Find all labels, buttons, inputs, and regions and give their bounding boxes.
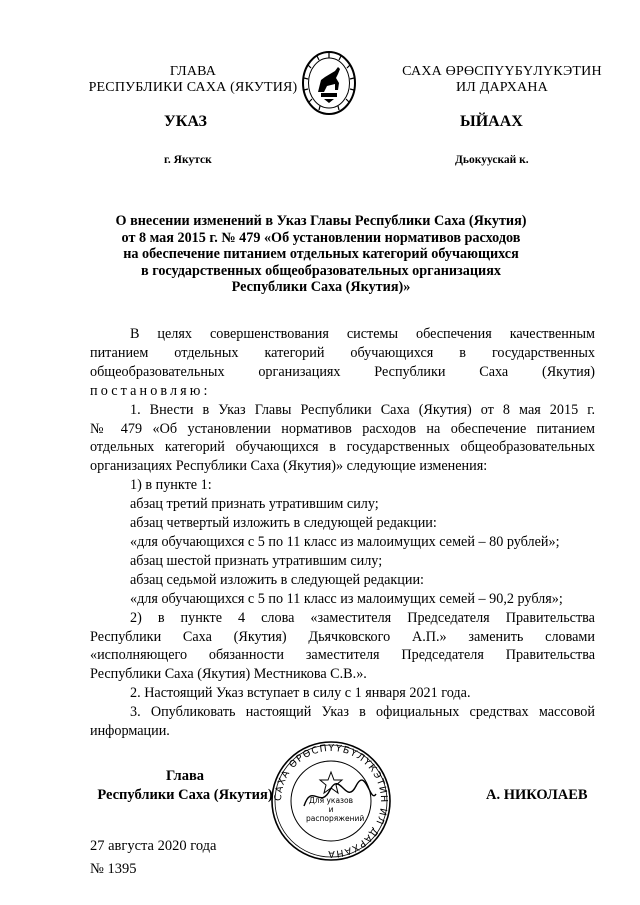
title-left: УКАЗ	[164, 113, 207, 130]
document-subject	[96, 213, 546, 296]
body-item: 1) в пункте 1:	[130, 477, 212, 494]
body-line: организациях Республики Саха (Якутия)» следующие изменения:	[90, 458, 488, 475]
stamp-outer-text: САХА ӨРӨСПҮҮБҮЛҮКЭТИН ИЛ ДАРХАНА	[272, 742, 390, 860]
body-line-postanovlyayu: постановляю:	[90, 382, 211, 399]
city-right: Дьокуускай к.	[455, 154, 529, 166]
subject-line: Республики Саха (Якутия)»	[231, 279, 411, 296]
signature-title-line2: Республики Саха (Якутия)	[97, 787, 273, 803]
subject-line: в государственных общеобразовательных организациях	[141, 262, 501, 279]
body-line: 1. Внести в Указ Главы Республики Саха (Якутия) от 8 мая 2015 г.	[130, 401, 595, 418]
title-right: ЫЙААХ	[460, 113, 523, 130]
body-line: № 479 «Об установлении нормативов расходов на обеспечение питанием	[90, 420, 595, 437]
body-line: общеобразовательных организациях Республики Саха (Якутия)	[90, 363, 595, 380]
body-line: 2. Настоящий Указ вступает в силу с 1 января 2021 года.	[130, 685, 471, 702]
subject-line: от 8 мая 2015 г. № 479 «Об установлении нормативов расходов	[121, 229, 521, 246]
body-item: абзац третий признать утратившим силу;	[130, 496, 379, 513]
header-right-line1: САХА ӨРӨСПҮҮБҮЛҮКЭТИН	[402, 64, 602, 79]
signature-scribble-icon	[300, 776, 380, 816]
header-left-line2: РЕСПУБЛИКИ САХА (ЯКУТИЯ)	[88, 80, 298, 95]
body-line: отдельных категорий обучающихся в государственных общеобразовательных	[90, 439, 595, 456]
body-line: 2) в пункте 4 слова «заместителя Председателя Правительства	[130, 609, 595, 626]
body-line: В целях совершенствования системы обеспечения качественным	[130, 326, 595, 342]
document-body	[90, 325, 595, 741]
stamp-inner-text: Для указов и распоряжений	[306, 796, 365, 823]
signature-title	[90, 767, 280, 805]
coat-of-arms-icon	[301, 50, 357, 116]
header-right-line2: ИЛ ДАРХАНА	[455, 80, 548, 95]
body-line: 3. Опубликовать настоящий Указ в официальных средствах массовой	[130, 704, 595, 721]
footer	[90, 835, 216, 881]
header-left	[86, 64, 300, 96]
footer-number: № 1395	[90, 861, 137, 877]
header-left-line1: ГЛАВА	[169, 64, 217, 79]
body-item: абзац седьмой изложить в следующей редакции:	[130, 571, 425, 588]
body-line: «исполняющего обязанности заместителя Председателя Правительства	[90, 647, 595, 664]
signatory-name: А. НИКОЛАЕВ	[486, 787, 588, 803]
subject-line: О внесении изменений в Указ Главы Республики Саха (Якутия)	[115, 213, 527, 229]
body-item: «для обучающихся с 5 по 11 класс из малоимущих семей – 80 рублей»;	[130, 533, 560, 550]
city-left: г. Якутск	[164, 154, 212, 166]
subject-line: на обеспечение питанием отдельных категорий обучающихся	[123, 246, 519, 263]
body-item: абзац четвертый изложить в следующей редакции:	[130, 515, 437, 532]
body-item: абзац шестой признать утратившим силу;	[130, 552, 383, 569]
body-line: Республики Саха (Якутия) Дьячковского А.П.» заменить словами	[90, 628, 595, 645]
body-line: питанием отдельных категорий обучающихся в государственных	[90, 344, 595, 361]
body-line: Республики Саха (Якутия) Местникова С.В.».	[90, 666, 367, 683]
body-item: «для обучающихся с 5 по 11 класс из малоимущих семей – 90,2 рубля»;	[130, 590, 563, 607]
signature-title-line1: Глава	[165, 768, 205, 784]
footer-date: 27 августа 2020 года	[90, 838, 217, 854]
header-right	[391, 64, 613, 96]
body-line: информации.	[90, 723, 170, 740]
